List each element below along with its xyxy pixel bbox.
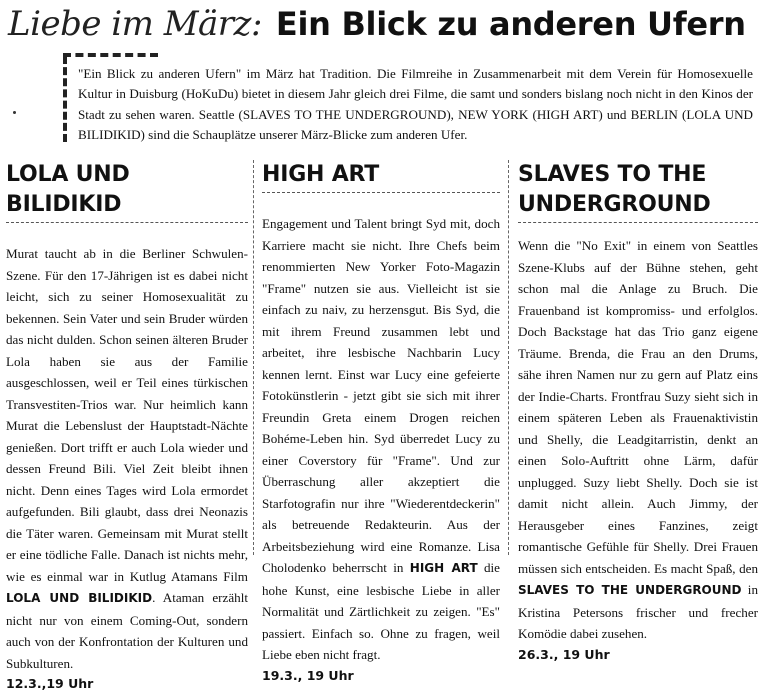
article-high-art: [262, 160, 500, 683]
title-rule: [262, 192, 500, 193]
screening-date: 26.3., 19 Uhr: [518, 646, 610, 662]
headline-title: Ein Blick zu anderen Ufern: [275, 5, 746, 43]
body-text: in Kristina Petersons frischer und frecher Komödie dabei zusehen.: [518, 582, 758, 641]
body-text: die hohe Kunst, eine lesbische Liebe in aller Normalität und Zärtlichkeit zu zeigen. "Es" passiert. Einfach so. Ohne zu fragen, weil Liebe eben nicht fragt.: [262, 560, 500, 662]
page-speck: [13, 111, 16, 114]
column-divider: [253, 160, 254, 555]
headline-script: Liebe im März:: [8, 4, 262, 44]
article-lola: [6, 160, 248, 691]
column-divider: [508, 160, 509, 555]
article-body: [262, 213, 500, 666]
body-text: Engagement und Talent bringt Syd mit, doch Karriere macht sie nicht. Ihre Chefs beim renommierten New Yorker Foto-Magazin "Frame" nutzen sie aus. Vielleicht ist sie einfach zu naiv, zu herzensgut. Bis Syd, die mit ihrem Freund zusammen lebt und arbeitet, ihre lesbische Nachbarin Lucy kennen lernt. Einst war Lucy eine gefeierte Fotokünstlerin - jetzt gibt sie sich mit ihrer Freundin Greta einem Drogen reichen Bohéme-Leben hin. Syd überredet Lucy zu einer Coverstory für "Frame". Und zur Überraschung aller akzeptiert die Starfotografin nur ihre "Wiederentdeckerin" als betreuende Redakteurin. Aus der Arbeitsbeziehung wird eine Romanze. Lisa Cholodenko beherrscht in: [262, 216, 500, 575]
screening-date: 19.3., 19 Uhr: [262, 667, 354, 683]
body-text: . Ataman erzählt nicht nur von einem Coming-Out, sondern auch von der Konfrontation der Kulturen und Subkulturen.: [6, 590, 248, 671]
article-slaves: [518, 160, 758, 662]
article-body: [6, 243, 248, 674]
body-text: Murat taucht ab in die Berliner Schwulen-Szene. Für den 17-Jährigen ist es dabei nicht leicht, sich zu seiner Homosexualität zu bekennen. Sein Vater und sein Bruder würden das nicht dulden. Schon seinen älteren Bruder Lola haben sie aus der Familie ausgeschlossen, weil er Teil eines türkischen Transvestiten-Trios war. Nur heimlich kann Murat die Lebenslust der Hauptstadt-Nächte genießen. Dort trifft er auch Lola wieder und dessen Freund Bili. Viel Zeit bleibt ihnen nicht. Denn eines Tages wird Lola ermordet aufgefunden. Bili glaubt, dass drei Neonazis die Täter waren. Gemeinsam mit Murat stellt er eine tödliche Falle. Danach ist nichts mehr, wie es einmal war in Kutlug Atamans Film: [6, 246, 248, 584]
body-text: Wenn die "No Exit" in einem von Seattles Szene-Klubs auf der Bühne stehen, geht schon mal die Anlage zu Bruch. Die Frauenband ist kompromiss- und erfolglos. Doch Backstage hat das Trio ganz eigene Träume. Brenda, die Frau an den Drums, sähe ihren Namen nur zu gern auf Platz eins der Indie-Charts. Frontfrau Suzy sieht sich in einem späteren Leben als Frauenaktivistin und Shelly, die Leadgitarristin, denkt an einen Solo-Auftritt ohne Lärm, dafür unplugged. Suzy liebt Shelly. Doch sie ist damit nicht allein. Auch Jimmy, der Herausgeber eines Fanzines, zeigt romantische Gefühle für Shelly. Drei Frauen müssen sich entscheiden. Es macht Spaß, den: [518, 238, 758, 576]
film-title: SLAVES TO THE UNDERGROUND: [518, 583, 742, 597]
screening-date: 12.3.,19 Uhr: [6, 676, 94, 691]
article-title: LOLA UND BILIDIKID: [6, 162, 130, 217]
film-title: HIGH ART: [409, 561, 478, 575]
article-body: [518, 235, 758, 645]
intro-paragraph: "Ein Blick zu anderen Ufern" im März hat Tradition. Die Filmreihe in Zusammenarbeit mit dem Verein für Homosexuelle Kultur in Duisburg (HoKuDu) bietet in diesem Jahr gleich drei Filme, die samt und sonders bislang noch nicht in den Kinos der Stadt zu sehen waren. Seattle (SLAVES TO THE UNDERGROUND), NEW YORK (HIGH ART) und BERLIN (LOLA UND BILIDIKID) sind die Schauplätze unserer März-Blicke zum anderen Ufer.: [63, 56, 753, 142]
headline: [8, 4, 746, 44]
film-title: LOLA UND BILIDIKID: [6, 591, 153, 605]
title-rule: [6, 222, 248, 223]
article-title: SLAVES TO THE UNDERGROUND: [518, 162, 711, 217]
article-title: HIGH ART: [262, 162, 380, 187]
title-rule: [518, 222, 758, 223]
